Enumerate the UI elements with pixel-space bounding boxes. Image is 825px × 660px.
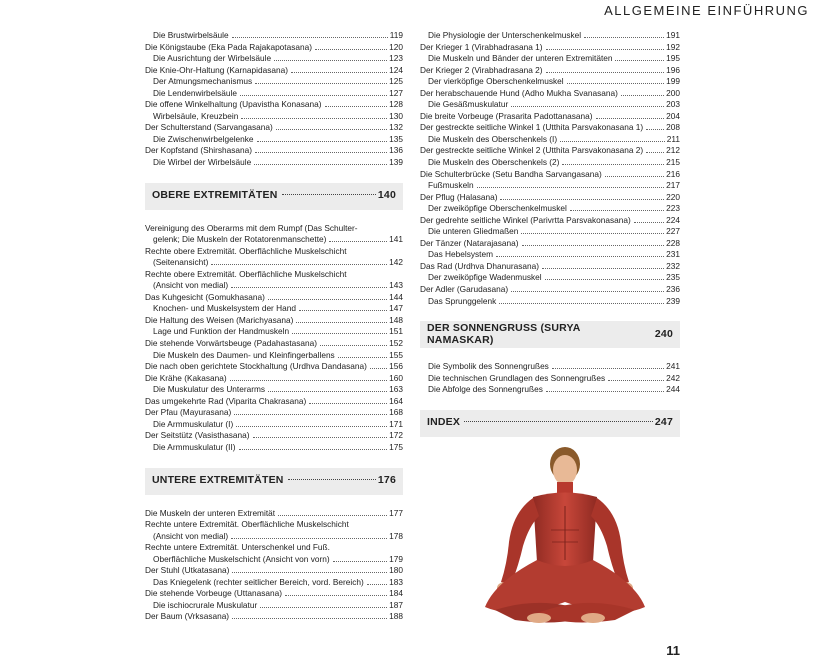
toc-page-number: 236	[666, 284, 680, 295]
dot-leader	[255, 152, 387, 153]
toc-page-number: 211	[666, 133, 680, 144]
toc-page-number: 175	[389, 441, 403, 452]
toc-page-number: 168	[389, 407, 403, 418]
toc-entry-title: Die breite Vorbeuge (Prasarita Padottanasana)	[420, 110, 593, 121]
dot-leader	[320, 345, 387, 346]
toc-subentry	[420, 226, 680, 238]
dot-leader	[521, 233, 664, 234]
toc-subentry	[420, 296, 680, 308]
toc-entry	[420, 192, 680, 204]
toc-entry-title: Der vierköpfige Oberschenkelmuskel	[428, 76, 564, 87]
toc-page-number: 171	[389, 418, 403, 429]
dot-leader	[260, 607, 387, 608]
toc-page-number: 184	[389, 588, 403, 599]
dot-leader	[615, 60, 664, 61]
toc-page-number: 183	[389, 576, 403, 587]
toc-entry-title: Das umgekehrte Rad (Viparita Chakrasana)	[145, 395, 307, 406]
dot-leader	[236, 426, 387, 427]
toc-page-number: 239	[666, 295, 680, 306]
toc-page-number: 244	[666, 384, 680, 395]
dot-leader	[231, 287, 387, 288]
dot-leader	[292, 333, 387, 334]
toc-entry-title: (Ansicht von medial)	[153, 280, 229, 291]
toc-section-heading	[145, 468, 403, 495]
toc-entry-title: Die Muskeln der unteren Extremität	[145, 507, 276, 518]
toc-entry-title: Die Muskeln des Oberschenkels (2)	[428, 157, 560, 168]
toc-subentry	[420, 180, 680, 192]
toc-page-number: 212	[666, 145, 680, 156]
toc-entry-title: Vereinigung des Oberarms mit dem Rumpf (Das Schulter-	[145, 222, 358, 233]
dot-leader	[299, 310, 387, 311]
dot-leader	[333, 561, 388, 562]
toc-entry-title: Rechte untere Extremität. Oberflächliche Muskelschicht	[145, 519, 349, 530]
toc-page-number: 124	[389, 64, 403, 75]
toc-entry	[145, 554, 403, 566]
dot-leader	[596, 118, 665, 119]
toc-subentry	[145, 442, 403, 454]
toc-page-number: 135	[389, 133, 403, 144]
toc-page-number: 141	[389, 234, 403, 245]
toc-entry-title: Der Kopfstand (Shirshasana)	[145, 145, 252, 156]
toc-entry-title: Der gestreckte seitliche Winkel 1 (Utthita Parsvakonasana 1)	[420, 122, 644, 133]
dot-leader	[522, 245, 665, 246]
toc-entry-title: Rechte obere Extremität. Oberflächliche Muskelschicht	[145, 245, 347, 256]
toc-subentry	[420, 99, 680, 111]
dot-leader	[232, 572, 387, 573]
toc-entry-title: Die Ausrichtung der Wirbelsäule	[153, 53, 272, 64]
toc-subentry	[420, 384, 680, 396]
toc-page-number: 240	[654, 327, 673, 340]
toc-page-number: 200	[666, 87, 680, 98]
toc-entry	[420, 65, 680, 77]
toc-subentry	[420, 157, 680, 169]
dot-leader	[288, 479, 376, 480]
toc-subentry	[420, 134, 680, 146]
dot-leader	[562, 164, 664, 165]
toc-entry-title: Die Symbolik des Sonnengrußes	[428, 361, 549, 372]
toc-entry	[420, 122, 680, 134]
dot-leader	[241, 118, 387, 119]
toc-entry	[145, 361, 403, 373]
toc-page-number: 128	[389, 99, 403, 110]
toc-subentry	[145, 577, 403, 589]
toc-page-number: 187	[389, 599, 403, 610]
toc-entry-title: Das Sprunggelenk	[428, 295, 497, 306]
dot-leader	[545, 279, 665, 280]
dot-leader	[634, 222, 664, 223]
toc-page-number: 231	[666, 249, 680, 260]
dot-leader	[257, 141, 388, 142]
toc-entry-title: Fußmuskeln	[428, 180, 474, 191]
dot-leader	[254, 164, 387, 165]
dot-leader	[296, 322, 387, 323]
toc-page-number: 140	[377, 189, 396, 202]
dot-leader	[315, 49, 387, 50]
toc-entry-title: Der zweiköpfige Oberschenkelmuskel	[428, 203, 567, 214]
toc-page-number: 220	[666, 191, 680, 202]
dot-leader	[546, 72, 665, 73]
dot-leader	[285, 595, 387, 596]
toc-entry-title: Der gestreckte seitliche Winkel 2 (Utthita Parsvakonasana 2)	[420, 145, 644, 156]
dot-leader	[211, 264, 387, 265]
toc-entry-title: Die Zwischenwirbelgelenke	[153, 133, 254, 144]
toc-page-number: 164	[389, 395, 403, 406]
toc-entry-title: Die Königstaube (Eka Pada Rajakapotasana)	[145, 41, 312, 52]
toc-page-number: 196	[666, 64, 680, 75]
toc-page-number: 188	[389, 611, 403, 622]
toc-entry-title: Der Tänzer (Natarajasana)	[420, 237, 519, 248]
toc-page-number: 127	[389, 87, 403, 98]
toc-page-number: 216	[666, 168, 680, 179]
toc-page-number: 163	[389, 384, 403, 395]
toc-page-number: 123	[389, 53, 403, 64]
toc-page-number: 215	[666, 157, 680, 168]
dot-leader	[646, 152, 664, 153]
toc-page-number: 192	[666, 41, 680, 52]
toc-page-number: 217	[666, 180, 680, 191]
dot-leader	[274, 60, 387, 61]
toc-page-number: 179	[389, 553, 403, 564]
toc-page-number: 241	[666, 361, 680, 372]
toc-page-number: 199	[666, 76, 680, 87]
toc-entry-title: Die Armmuskulatur (I)	[153, 418, 234, 429]
toc-entry-title: Der Stuhl (Utkatasana)	[145, 565, 230, 576]
toc-entry	[145, 531, 403, 543]
toc-entry-title: Der gedrehte seitliche Winkel (Parivrtta Parsvakonasana)	[420, 214, 631, 225]
toc-left-column	[145, 30, 403, 623]
toc-entry-title: Der Krieger 1 (Virabhadrasana 1)	[420, 41, 543, 52]
toc-entry-title: Die Armmuskulatur (II)	[153, 441, 236, 452]
dot-leader	[511, 106, 664, 107]
toc-page-number: 125	[389, 76, 403, 87]
toc-section-heading	[420, 410, 680, 437]
dot-leader	[499, 303, 664, 304]
dot-leader	[268, 391, 387, 392]
toc-right-column	[420, 30, 680, 450]
toc-subentry	[145, 30, 403, 42]
toc-entry	[420, 284, 680, 296]
toc-entry-title: Der Krieger 2 (Virabhadrasana 2)	[420, 64, 543, 75]
toc-subentry	[420, 76, 680, 88]
toc-page-number: 176	[377, 474, 396, 487]
toc-subentry	[145, 157, 403, 169]
toc-entry-title: Der Schulterstand (Sarvangasana)	[145, 122, 273, 133]
dot-leader	[278, 515, 387, 516]
toc-page-number: 227	[666, 226, 680, 237]
dot-leader	[370, 368, 387, 369]
toc-entry-title: Die Lendenwirbelsäule	[153, 87, 237, 98]
dot-leader	[646, 129, 664, 130]
toc-subentry	[420, 272, 680, 284]
toc-page-number: 147	[389, 303, 403, 314]
dot-leader	[325, 106, 388, 107]
toc-entry-title: Der Adler (Garudasana)	[420, 284, 509, 295]
toc-entry-title: Knochen- und Muskelsystem der Hand	[153, 303, 296, 314]
toc-entry	[420, 42, 680, 54]
dot-leader	[477, 187, 665, 188]
dot-leader	[621, 95, 664, 96]
toc-page-number: 195	[666, 53, 680, 64]
toc-entry-title: Wirbelsäule, Kreuzbein	[153, 110, 239, 121]
toc-entry	[145, 65, 403, 77]
toc-entry	[145, 280, 403, 292]
toc-page-number: 177	[389, 507, 403, 518]
toc-entry-title: Die Muskulatur des Unterarms	[153, 384, 266, 395]
dot-leader	[552, 368, 664, 369]
toc-subentry	[145, 88, 403, 100]
dot-leader	[560, 141, 665, 142]
toc-page-number: 151	[389, 326, 403, 337]
dot-leader	[367, 584, 387, 585]
toc-subentry	[420, 361, 680, 373]
toc-entry-title: Der zweiköpfige Wadenmuskel	[428, 272, 542, 283]
toc-entry	[145, 257, 403, 269]
toc-entry	[145, 99, 403, 111]
toc-entry-title: Das Hebelsystem	[428, 249, 494, 260]
toc-section-heading	[145, 183, 403, 210]
toc-page-number: 203	[666, 99, 680, 110]
dot-leader	[240, 95, 387, 96]
toc-entry-title: Das Rad (Urdhva Dhanurasana)	[420, 260, 539, 271]
toc-subentry	[145, 134, 403, 146]
toc-entry-title: Rechte untere Extremität. Unterschenkel und Fuß.	[145, 542, 330, 553]
page-header: ALLGEMEINE EINFÜHRUNG	[604, 3, 809, 18]
toc-entry-title: Das Kuhgesicht (Gomukhasana)	[145, 291, 265, 302]
toc-entry	[145, 565, 403, 577]
toc-entry-title: Die Brustwirbelsäule	[153, 30, 229, 40]
toc-entry	[420, 261, 680, 273]
toc-page-number: 119	[389, 30, 403, 40]
toc-entry	[145, 430, 403, 442]
dot-leader	[511, 291, 664, 292]
toc-entry	[145, 611, 403, 623]
dot-leader	[268, 299, 387, 300]
toc-entry-title: Die Physiologie der Unterschenkelmuskel	[428, 30, 582, 40]
toc-entry	[145, 542, 403, 554]
toc-entry	[145, 519, 403, 531]
toc-page-number: 155	[389, 349, 403, 360]
toc-page-number: 223	[666, 203, 680, 214]
toc-entry	[145, 234, 403, 246]
toc-page-number: 148	[389, 314, 403, 325]
toc-entry-title: (Ansicht von medial)	[153, 530, 229, 541]
toc-entry-title: Die technischen Grundlagen des Sonnengrußes	[428, 372, 606, 383]
toc-entry-title: Rechte obere Extremität. Oberflächliche Muskelschicht	[145, 268, 347, 279]
toc-entry	[145, 338, 403, 350]
toc-page-number: 160	[389, 372, 403, 383]
toc-page-number: 242	[666, 372, 680, 383]
dot-leader	[542, 268, 664, 269]
toc-entry	[145, 396, 403, 408]
dot-leader	[232, 37, 388, 38]
dot-leader	[584, 37, 664, 38]
toc-subentry	[420, 249, 680, 261]
toc-page-number: 191	[666, 30, 680, 40]
toc-entry	[145, 373, 403, 385]
toc-entry-title: Der Pfau (Mayurasana)	[145, 407, 232, 418]
toc-entry-title: (Seitenansicht)	[153, 257, 209, 268]
toc-entry	[420, 215, 680, 227]
toc-subentry	[420, 203, 680, 215]
toc-entry	[145, 588, 403, 600]
toc-entry-title: Die Gesäßmuskulatur	[428, 99, 509, 110]
toc-entry	[145, 269, 403, 281]
toc-page-number: 139	[389, 157, 403, 168]
toc-subentry	[145, 384, 403, 396]
toc-entry	[420, 169, 680, 181]
toc-entry-title: INDEX	[427, 416, 461, 429]
toc-subentry	[145, 419, 403, 431]
toc-page-number: 132	[389, 122, 403, 133]
toc-entry-title: Der Atmungsmechanismus	[153, 76, 253, 87]
toc-entry-title: Die offene Winkelhaltung (Upavistha Konasana)	[145, 99, 322, 110]
toc-entry	[145, 42, 403, 54]
toc-section-heading	[420, 321, 680, 348]
toc-entry	[145, 145, 403, 157]
toc-entry-title: Die ischiocrurale Muskulatur	[153, 599, 258, 610]
toc-entry-title: Die Schulterbrücke (Setu Bandha Sarvangasana)	[420, 168, 602, 179]
toc-page-number: 156	[389, 361, 403, 372]
toc-entry-title: Die Haltung des Weisen (Marichyasana)	[145, 314, 294, 325]
dot-leader	[546, 391, 664, 392]
toc-entry	[145, 292, 403, 304]
toc-entry-title: gelenk; Die Muskeln der Rotatorenmanschette)	[153, 234, 327, 245]
dot-leader	[291, 72, 387, 73]
dot-leader	[570, 210, 664, 211]
toc-entry-title: OBERE EXTREMITÄTEN	[152, 189, 278, 202]
toc-entry-title: Das Kniegelenk (rechter seitlicher Bereich, vord. Bereich)	[153, 576, 364, 587]
toc-entry	[145, 407, 403, 419]
anatomy-figure-illustration	[475, 442, 655, 637]
toc-page-number: 144	[389, 291, 403, 302]
toc-entry-title: Die stehende Vorwärtsbeuge (Padahastasana)	[145, 338, 318, 349]
toc-entry-title: UNTERE EXTREMITÄTEN	[152, 474, 284, 487]
toc-entry-title: Der Baum (Vrksasana)	[145, 611, 230, 622]
toc-subentry	[145, 53, 403, 65]
page-number: 11	[666, 643, 680, 658]
toc-entry-title: Die Abfolge des Sonnengrußes	[428, 384, 543, 395]
dot-leader	[546, 49, 665, 50]
toc-page-number: 247	[654, 416, 673, 429]
toc-entry-title: Die Knie-Ohr-Haltung (Karnapidasana)	[145, 64, 288, 75]
toc-entry	[420, 145, 680, 157]
toc-page-number: 152	[389, 338, 403, 349]
toc-page-number: 143	[389, 280, 403, 291]
toc-entry	[145, 223, 403, 235]
dot-leader	[496, 256, 664, 257]
toc-subentry	[145, 303, 403, 315]
toc-page-number: 136	[389, 145, 403, 156]
dot-leader	[500, 199, 664, 200]
toc-page-number: 235	[666, 272, 680, 283]
dot-leader	[232, 618, 387, 619]
dot-leader	[309, 403, 387, 404]
dot-leader	[276, 129, 387, 130]
toc-entry	[145, 508, 403, 520]
toc-subentry	[145, 111, 403, 123]
dot-leader	[567, 83, 665, 84]
toc-entry-title: Die Muskeln des Daumen- und Kleinfingerballens	[153, 349, 335, 360]
toc-entry	[420, 111, 680, 123]
toc-entry	[145, 315, 403, 327]
toc-entry-title: Die Muskeln und Bänder der unteren Extremitäten	[428, 53, 613, 64]
toc-page-number: 142	[389, 257, 403, 268]
toc-page-number: 172	[389, 430, 403, 441]
toc-entry-title: Die Muskeln des Oberschenkels (I)	[428, 133, 558, 144]
dot-leader	[253, 437, 388, 438]
toc-page-number: 130	[389, 110, 403, 121]
dot-leader	[239, 449, 388, 450]
toc-entry	[145, 246, 403, 258]
toc-entry-title: Die nach oben gerichtete Stockhaltung (Urdhva Dandasana)	[145, 361, 367, 372]
toc-page-number: 180	[389, 565, 403, 576]
dot-leader	[329, 241, 387, 242]
toc-entry-title: Oberflächliche Muskelschicht (Ansicht von vorn)	[153, 553, 330, 564]
toc-subentry	[145, 350, 403, 362]
toc-entry-title: Der Seitstütz (Vasisthasana)	[145, 430, 250, 441]
toc-subentry	[145, 600, 403, 612]
toc-page-number: 228	[666, 237, 680, 248]
dot-leader	[464, 421, 653, 422]
toc-entry	[420, 88, 680, 100]
dot-leader	[230, 380, 388, 381]
toc-entry-title: Die Krähe (Kakasana)	[145, 372, 227, 383]
toc-entry-title: Die unteren Gliedmaßen	[428, 226, 519, 237]
toc-subentry	[145, 76, 403, 88]
dot-leader	[255, 83, 387, 84]
toc-entry	[420, 238, 680, 250]
dot-leader	[338, 357, 387, 358]
toc-page-number: 224	[666, 214, 680, 225]
toc-entry-title: Der Pflug (Halasana)	[420, 191, 498, 202]
dot-leader	[234, 414, 387, 415]
toc-page-number: 232	[666, 260, 680, 271]
toc-entry-title: Der herabschauende Hund (Adho Mukha Svanasana)	[420, 87, 618, 98]
toc-entry-title: Lage und Funktion der Handmuskeln	[153, 326, 290, 337]
dot-leader	[231, 538, 387, 539]
toc-subentry	[420, 373, 680, 385]
dot-leader	[605, 176, 664, 177]
toc-entry	[145, 122, 403, 134]
toc-page-number: 120	[389, 41, 403, 52]
dot-leader	[608, 380, 664, 381]
toc-subentry	[420, 30, 680, 42]
toc-entry-title: DER SONNENGRUSS (SURYA NAMASKAR)	[427, 322, 581, 346]
toc-page-number: 208	[666, 122, 680, 133]
toc-page-number: 178	[389, 530, 403, 541]
toc-subentry	[420, 53, 680, 65]
toc-entry-title: Die Wirbel der Wirbelsäule	[153, 157, 252, 168]
toc-page-number: 204	[666, 110, 680, 121]
toc-subentry	[145, 326, 403, 338]
dot-leader	[282, 194, 376, 195]
toc-entry-title: Die stehende Vorbeuge (Uttanasana)	[145, 588, 282, 599]
